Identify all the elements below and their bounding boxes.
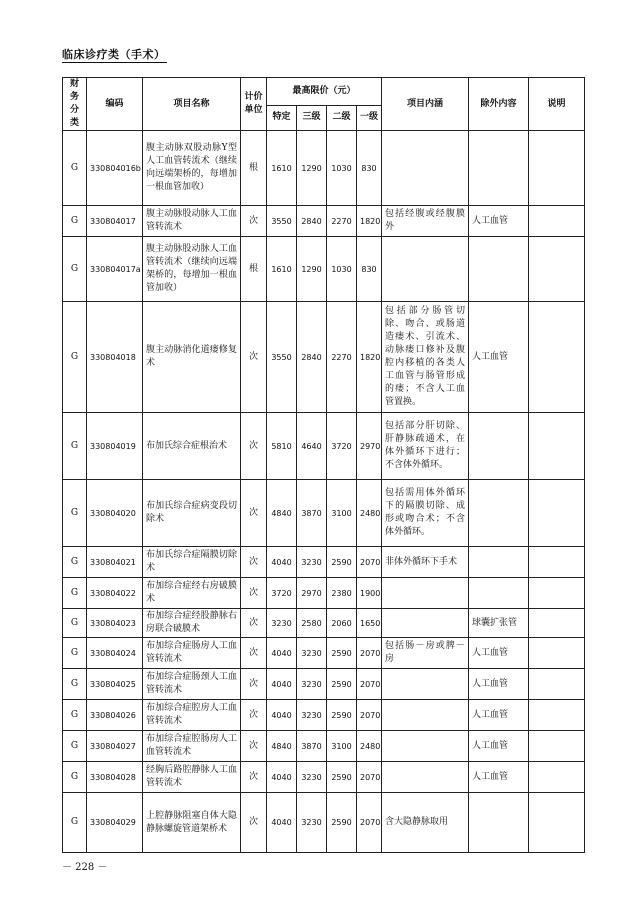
row-price-level3: 3230 bbox=[297, 793, 327, 853]
row-category: G bbox=[63, 762, 87, 793]
row-price-level3: 3870 bbox=[297, 731, 327, 762]
row-content: 包括经腹或经腹膜外 bbox=[382, 206, 469, 237]
table-row bbox=[63, 762, 585, 793]
table-row bbox=[63, 413, 585, 480]
row-code: 330804019 bbox=[87, 413, 143, 480]
row-content: 包括需用体外循环下的隔膜切除、成形或吻合术；不含体外循环。 bbox=[382, 480, 469, 547]
row-price-level3: 3230 bbox=[297, 700, 327, 731]
row-excluded bbox=[469, 413, 529, 480]
row-code: 330804025 bbox=[87, 669, 143, 700]
row-unit: 次 bbox=[241, 700, 267, 731]
header-excluded: 除外内容 bbox=[469, 78, 529, 131]
row-price-special: 4040 bbox=[267, 638, 297, 669]
row-excluded bbox=[469, 547, 529, 578]
row-category: G bbox=[63, 700, 87, 731]
row-notes bbox=[529, 762, 585, 793]
row-price-level2: 2590 bbox=[327, 547, 357, 578]
table-row bbox=[63, 638, 585, 669]
row-code: 330804026 bbox=[87, 700, 143, 731]
row-price-special: 1610 bbox=[267, 237, 297, 302]
row-category: G bbox=[63, 547, 87, 578]
row-content: 包括部分肠管切除、吻合、或肠道造瘘术、引流术、动脉瘘口修补及腹腔内移植的各类人工血管与肠管形成的瘘；不含人工血管置换。 bbox=[382, 302, 469, 413]
row-name: 布加氏综合症根治术 bbox=[143, 413, 241, 480]
header-unit: 计价单位 bbox=[241, 78, 267, 131]
row-category: G bbox=[63, 237, 87, 302]
row-unit: 次 bbox=[241, 413, 267, 480]
row-price-level3: 3230 bbox=[297, 669, 327, 700]
row-code: 330804029 bbox=[87, 793, 143, 853]
row-unit: 次 bbox=[241, 609, 267, 638]
row-price-level2: 2590 bbox=[327, 700, 357, 731]
row-content: 含大隐静脉取用 bbox=[382, 793, 469, 853]
row-unit: 根 bbox=[241, 237, 267, 302]
row-unit: 次 bbox=[241, 480, 267, 547]
row-price-level1: 2070 bbox=[357, 700, 382, 731]
row-excluded bbox=[469, 237, 529, 302]
table-row bbox=[63, 547, 585, 578]
row-unit: 次 bbox=[241, 793, 267, 853]
row-price-special: 3550 bbox=[267, 302, 297, 413]
row-notes bbox=[529, 578, 585, 609]
row-unit: 次 bbox=[241, 669, 267, 700]
row-price-level1: 2970 bbox=[357, 413, 382, 480]
row-price-level3: 3870 bbox=[297, 480, 327, 547]
row-price-level2: 1030 bbox=[327, 131, 357, 206]
row-price-level3: 2970 bbox=[297, 578, 327, 609]
row-content bbox=[382, 669, 469, 700]
row-unit: 根 bbox=[241, 131, 267, 206]
row-price-special: 4840 bbox=[267, 480, 297, 547]
row-excluded bbox=[469, 131, 529, 206]
row-notes bbox=[529, 638, 585, 669]
row-price-level2: 2590 bbox=[327, 638, 357, 669]
row-excluded: 人工血管 bbox=[469, 669, 529, 700]
row-notes bbox=[529, 131, 585, 206]
row-notes bbox=[529, 547, 585, 578]
row-name: 腹主动脉双股动脉Y型人工血管转流术（继续向远端架桥的，每增加一根血管加收） bbox=[143, 131, 241, 206]
row-category: G bbox=[63, 669, 87, 700]
row-category: G bbox=[63, 206, 87, 237]
table-row bbox=[63, 480, 585, 547]
row-content bbox=[382, 731, 469, 762]
row-price-level2: 3100 bbox=[327, 480, 357, 547]
row-price-level1: 2070 bbox=[357, 547, 382, 578]
row-price-special: 4040 bbox=[267, 700, 297, 731]
row-content bbox=[382, 237, 469, 302]
row-excluded bbox=[469, 578, 529, 609]
row-price-level3: 2580 bbox=[297, 609, 327, 638]
row-excluded bbox=[469, 793, 529, 853]
row-unit: 次 bbox=[241, 206, 267, 237]
section-title: 临床诊疗类（手术） bbox=[62, 48, 166, 61]
row-price-level1: 2070 bbox=[357, 669, 382, 700]
row-price-level3: 1290 bbox=[297, 131, 327, 206]
row-category: G bbox=[63, 131, 87, 206]
row-price-level3: 1290 bbox=[297, 237, 327, 302]
row-price-level1: 1900 bbox=[357, 578, 382, 609]
row-price-special: 3720 bbox=[267, 578, 297, 609]
row-price-level1: 2070 bbox=[357, 762, 382, 793]
row-price-level1: 2070 bbox=[357, 638, 382, 669]
header-name: 项目名称 bbox=[143, 78, 241, 131]
table-row bbox=[63, 206, 585, 237]
row-code: 330804024 bbox=[87, 638, 143, 669]
row-name: 布加综合症经股静脉右房联合破膜术 bbox=[143, 609, 241, 638]
row-code: 330804020 bbox=[87, 480, 143, 547]
row-code: 330804023 bbox=[87, 609, 143, 638]
row-price-level3: 3230 bbox=[297, 638, 327, 669]
row-name: 腹主动脉股动脉人工血管转流术 bbox=[143, 206, 241, 237]
row-price-level2: 1030 bbox=[327, 237, 357, 302]
row-code: 330804017a bbox=[87, 237, 143, 302]
row-unit: 次 bbox=[241, 638, 267, 669]
row-name: 上腔静脉阻塞自体大隐静脉螺旋管道架桥术 bbox=[143, 793, 241, 853]
row-price-level3: 4640 bbox=[297, 413, 327, 480]
table-row bbox=[63, 669, 585, 700]
row-name: 布加综合症经右房破膜术 bbox=[143, 578, 241, 609]
row-notes bbox=[529, 480, 585, 547]
header-level1: 一级 bbox=[357, 105, 382, 130]
row-notes bbox=[529, 413, 585, 480]
table-row bbox=[63, 578, 585, 609]
row-notes bbox=[529, 237, 585, 302]
row-category: G bbox=[63, 638, 87, 669]
row-name: 布加综合症肠房人工血管转流术 bbox=[143, 638, 241, 669]
row-name: 布加综合症肠颈人工血管转流术 bbox=[143, 669, 241, 700]
row-price-level1: 1650 bbox=[357, 609, 382, 638]
row-price-level2: 2270 bbox=[327, 302, 357, 413]
row-price-level1: 2480 bbox=[357, 731, 382, 762]
row-name: 腹主动脉消化道瘘修复术 bbox=[143, 302, 241, 413]
row-category: G bbox=[63, 413, 87, 480]
header-price-group: 最高限价（元） bbox=[267, 78, 382, 106]
row-code: 330804018 bbox=[87, 302, 143, 413]
row-excluded bbox=[469, 480, 529, 547]
row-content: 包括部分肝切除、肝静脉疏通术，在体外循环下进行；不含体外循环。 bbox=[382, 413, 469, 480]
row-price-level1: 1820 bbox=[357, 206, 382, 237]
header-level2: 二级 bbox=[327, 105, 357, 130]
row-price-level3: 2840 bbox=[297, 206, 327, 237]
row-price-level2: 2590 bbox=[327, 793, 357, 853]
row-notes bbox=[529, 731, 585, 762]
row-price-special: 1610 bbox=[267, 131, 297, 206]
row-notes bbox=[529, 700, 585, 731]
table-row bbox=[63, 237, 585, 302]
header-content: 项目内涵 bbox=[382, 78, 469, 131]
row-unit: 次 bbox=[241, 302, 267, 413]
row-content: 非体外循环下手术 bbox=[382, 547, 469, 578]
row-price-level1: 830 bbox=[357, 237, 382, 302]
row-content bbox=[382, 700, 469, 731]
row-price-level2: 3720 bbox=[327, 413, 357, 480]
row-price-special: 3230 bbox=[267, 609, 297, 638]
row-price-level2: 2590 bbox=[327, 762, 357, 793]
row-notes bbox=[529, 206, 585, 237]
row-name: 腹主动脉股动脉人工血管转流术（继续向远端架桥的，每增加一根血管加收） bbox=[143, 237, 241, 302]
row-category: G bbox=[63, 480, 87, 547]
row-price-level2: 3100 bbox=[327, 731, 357, 762]
row-code: 330804027 bbox=[87, 731, 143, 762]
row-excluded: 人工血管 bbox=[469, 731, 529, 762]
row-category: G bbox=[63, 731, 87, 762]
row-price-level2: 2380 bbox=[327, 578, 357, 609]
row-name: 布加综合症腔房人工血管转流术 bbox=[143, 700, 241, 731]
row-price-level1: 2070 bbox=[357, 793, 382, 853]
row-code: 330804021 bbox=[87, 547, 143, 578]
row-content bbox=[382, 131, 469, 206]
row-unit: 次 bbox=[241, 578, 267, 609]
table-row bbox=[63, 700, 585, 731]
row-price-level1: 1820 bbox=[357, 302, 382, 413]
row-content bbox=[382, 609, 469, 638]
row-code: 330804022 bbox=[87, 578, 143, 609]
header-notes: 说明 bbox=[529, 78, 585, 131]
row-excluded: 人工血管 bbox=[469, 762, 529, 793]
row-content bbox=[382, 578, 469, 609]
table-header bbox=[63, 78, 585, 131]
row-price-level2: 2270 bbox=[327, 206, 357, 237]
row-price-special: 4040 bbox=[267, 793, 297, 853]
row-name: 经胸后路腔静脉人工血管转流术 bbox=[143, 762, 241, 793]
row-price-special: 4040 bbox=[267, 669, 297, 700]
row-name: 布加氏综合症隔膜切除术 bbox=[143, 547, 241, 578]
row-price-level1: 830 bbox=[357, 131, 382, 206]
row-excluded: 球囊扩张管 bbox=[469, 609, 529, 638]
row-code: 330804016b bbox=[87, 131, 143, 206]
row-price-special: 4040 bbox=[267, 547, 297, 578]
row-notes bbox=[529, 609, 585, 638]
title-underline bbox=[62, 62, 167, 63]
table-body bbox=[63, 131, 585, 853]
row-unit: 次 bbox=[241, 547, 267, 578]
row-price-special: 4840 bbox=[267, 731, 297, 762]
page-number: － 228 － bbox=[62, 862, 108, 873]
row-category: G bbox=[63, 302, 87, 413]
row-excluded: 人工血管 bbox=[469, 700, 529, 731]
row-category: G bbox=[63, 609, 87, 638]
row-price-level2: 2590 bbox=[327, 669, 357, 700]
row-code: 330804028 bbox=[87, 762, 143, 793]
header-category: 财务分类 bbox=[63, 78, 87, 131]
price-table bbox=[62, 77, 585, 853]
header-code: 编码 bbox=[87, 78, 143, 131]
row-price-level3: 3230 bbox=[297, 547, 327, 578]
row-code: 330804017 bbox=[87, 206, 143, 237]
row-price-special: 4040 bbox=[267, 762, 297, 793]
table-row bbox=[63, 793, 585, 853]
row-content: 包括肠－房或脾－房 bbox=[382, 638, 469, 669]
row-category: G bbox=[63, 793, 87, 853]
table-row bbox=[63, 302, 585, 413]
row-unit: 次 bbox=[241, 731, 267, 762]
row-notes bbox=[529, 669, 585, 700]
table-row bbox=[63, 131, 585, 206]
row-unit: 次 bbox=[241, 762, 267, 793]
row-excluded: 人工血管 bbox=[469, 302, 529, 413]
row-price-level3: 3230 bbox=[297, 762, 327, 793]
row-notes bbox=[529, 302, 585, 413]
row-price-level3: 2840 bbox=[297, 302, 327, 413]
header-special: 特定 bbox=[267, 105, 297, 130]
row-category: G bbox=[63, 578, 87, 609]
row-name: 布加氏综合症病变段切除术 bbox=[143, 480, 241, 547]
row-price-special: 3550 bbox=[267, 206, 297, 237]
row-content bbox=[382, 762, 469, 793]
row-price-level1: 2480 bbox=[357, 480, 382, 547]
row-excluded: 人工血管 bbox=[469, 206, 529, 237]
table-row bbox=[63, 609, 585, 638]
row-notes bbox=[529, 793, 585, 853]
row-name: 布加综合症腔肠房人工血管转流术 bbox=[143, 731, 241, 762]
row-excluded: 人工血管 bbox=[469, 638, 529, 669]
row-price-special: 5810 bbox=[267, 413, 297, 480]
row-price-level2: 2060 bbox=[327, 609, 357, 638]
table-row bbox=[63, 731, 585, 762]
header-level3: 三级 bbox=[297, 105, 327, 130]
